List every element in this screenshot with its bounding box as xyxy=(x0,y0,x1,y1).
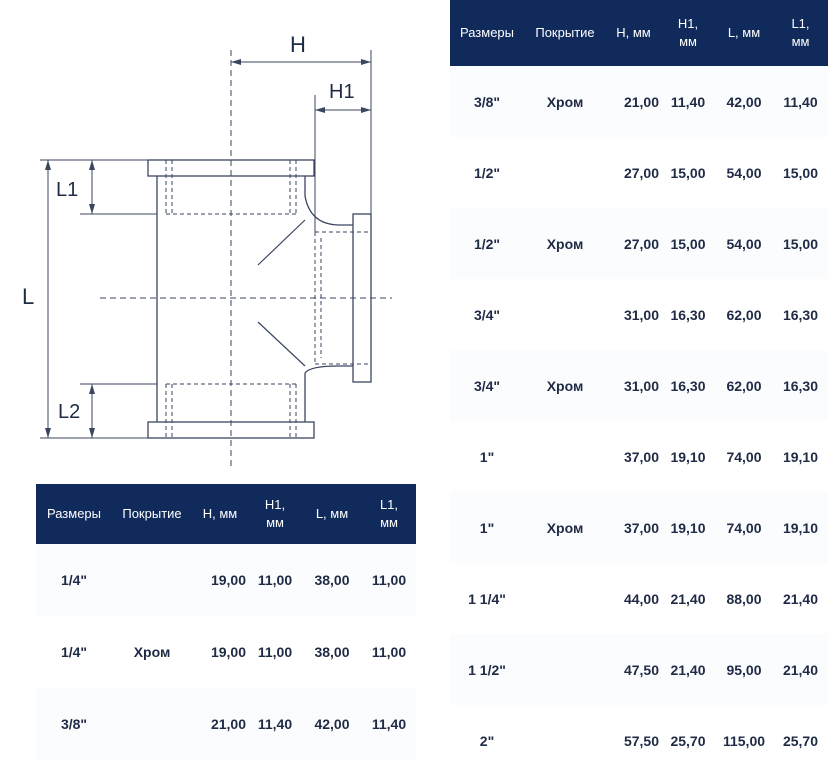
cell-size: 3/4" xyxy=(450,279,524,350)
col-header-l1: L1, мм xyxy=(773,0,828,66)
cell-h1: 16,30 xyxy=(661,350,715,421)
cell-h: 19,00 xyxy=(192,616,248,688)
cell-size: 3/8" xyxy=(450,66,524,137)
cell-h1: 15,00 xyxy=(661,137,715,208)
cell-l1: 25,70 xyxy=(773,705,828,776)
cell-h: 44,00 xyxy=(606,563,661,634)
cell-h1: 11,00 xyxy=(248,544,302,616)
cell-coating: Хром xyxy=(524,492,606,563)
table-row xyxy=(36,544,416,616)
cell-size: 1/4" xyxy=(36,544,112,616)
table-row xyxy=(450,350,828,421)
table-row xyxy=(450,137,828,208)
cell-h1: 11,40 xyxy=(248,688,302,760)
cell-size: 3/8" xyxy=(36,688,112,760)
cell-h1: 21,40 xyxy=(661,563,715,634)
cell-size: 1/2" xyxy=(450,137,524,208)
cell-coating: Хром xyxy=(112,616,192,688)
dim-label-h1: H1 xyxy=(329,81,355,103)
cell-size: 1/4" xyxy=(36,616,112,688)
cell-coating xyxy=(524,563,606,634)
cell-coating xyxy=(112,688,192,760)
dim-label-l: L xyxy=(22,284,35,309)
cell-l: 74,00 xyxy=(715,421,773,492)
cell-l1: 21,40 xyxy=(773,563,828,634)
cell-size: 2" xyxy=(450,705,524,776)
cell-h: 21,00 xyxy=(192,688,248,760)
cell-coating: Хром xyxy=(524,208,606,279)
cell-coating xyxy=(112,544,192,616)
cell-h: 57,50 xyxy=(606,705,661,776)
cell-l1: 21,40 xyxy=(773,634,828,705)
cell-l: 54,00 xyxy=(715,208,773,279)
cell-l: 62,00 xyxy=(715,350,773,421)
cell-l1: 15,00 xyxy=(773,208,828,279)
cell-h1: 11,40 xyxy=(661,66,715,137)
table-row xyxy=(36,616,416,688)
cell-coating xyxy=(524,137,606,208)
dim-label-l1: L1 xyxy=(56,179,79,201)
col-header-size: Размеры xyxy=(36,484,112,544)
cell-coating xyxy=(524,421,606,492)
col-header-size: Размеры xyxy=(450,0,524,66)
table-row xyxy=(36,688,416,760)
table-row xyxy=(450,634,828,705)
cell-l1: 15,00 xyxy=(773,137,828,208)
cell-size: 1" xyxy=(450,421,524,492)
cell-l1: 19,10 xyxy=(773,492,828,563)
cell-h: 37,00 xyxy=(606,492,661,563)
cell-l1: 11,00 xyxy=(362,616,416,688)
cell-h1: 15,00 xyxy=(661,208,715,279)
cell-l: 62,00 xyxy=(715,279,773,350)
dim-label-l2: L2 xyxy=(58,401,81,423)
col-header-h1: H1, мм xyxy=(661,0,715,66)
table-header-row xyxy=(36,484,416,544)
cell-h1: 11,00 xyxy=(248,616,302,688)
cell-l1: 11,40 xyxy=(362,688,416,760)
cell-h: 47,50 xyxy=(606,634,661,705)
cell-l: 42,00 xyxy=(715,66,773,137)
table-row xyxy=(450,208,828,279)
cell-l1: 16,30 xyxy=(773,279,828,350)
cell-coating xyxy=(524,279,606,350)
col-header-l1: L1, мм xyxy=(362,484,416,544)
cell-l: 115,00 xyxy=(715,705,773,776)
cell-l1: 16,30 xyxy=(773,350,828,421)
cell-h1: 19,10 xyxy=(661,421,715,492)
cell-size: 1 1/4" xyxy=(450,563,524,634)
cell-l: 38,00 xyxy=(302,544,362,616)
cell-l1: 11,40 xyxy=(773,66,828,137)
table-header-row xyxy=(450,0,828,66)
table-row xyxy=(450,563,828,634)
tee-fitting-drawing xyxy=(0,0,450,478)
cell-h: 21,00 xyxy=(606,66,661,137)
cell-h1: 25,70 xyxy=(661,705,715,776)
table-row xyxy=(450,66,828,137)
col-header-l: L, мм xyxy=(715,0,773,66)
col-header-h: H, мм xyxy=(606,0,661,66)
cell-l1: 11,00 xyxy=(362,544,416,616)
cell-coating: Хром xyxy=(524,350,606,421)
table-row xyxy=(450,421,828,492)
cell-coating xyxy=(524,705,606,776)
col-header-coating: Покрытие xyxy=(524,0,606,66)
cell-l: 74,00 xyxy=(715,492,773,563)
cell-size: 1/2" xyxy=(450,208,524,279)
cell-h1: 16,30 xyxy=(661,279,715,350)
cell-l: 54,00 xyxy=(715,137,773,208)
cell-l: 42,00 xyxy=(302,688,362,760)
cell-l: 95,00 xyxy=(715,634,773,705)
cell-h: 27,00 xyxy=(606,137,661,208)
cell-h1: 19,10 xyxy=(661,492,715,563)
cell-size: 3/4" xyxy=(450,350,524,421)
cell-h1: 21,40 xyxy=(661,634,715,705)
col-header-h: H, мм xyxy=(192,484,248,544)
table-row xyxy=(450,705,828,776)
cell-coating: Хром xyxy=(524,66,606,137)
col-header-l: L, мм xyxy=(302,484,362,544)
cell-size: 1 1/2" xyxy=(450,634,524,705)
cell-l1: 19,10 xyxy=(773,421,828,492)
table-row xyxy=(450,279,828,350)
dimensions-table-left xyxy=(36,484,416,760)
cell-coating xyxy=(524,634,606,705)
col-header-h1: H1, мм xyxy=(248,484,302,544)
table-row xyxy=(450,492,828,563)
cell-h: 31,00 xyxy=(606,279,661,350)
cell-h: 31,00 xyxy=(606,350,661,421)
dimensions-table-right xyxy=(450,0,828,776)
cell-h: 37,00 xyxy=(606,421,661,492)
col-header-coating: Покрытие xyxy=(112,484,192,544)
cell-h: 27,00 xyxy=(606,208,661,279)
cell-l: 88,00 xyxy=(715,563,773,634)
cell-h: 19,00 xyxy=(192,544,248,616)
dim-label-h: H xyxy=(290,32,306,57)
cell-l: 38,00 xyxy=(302,616,362,688)
cell-size: 1" xyxy=(450,492,524,563)
